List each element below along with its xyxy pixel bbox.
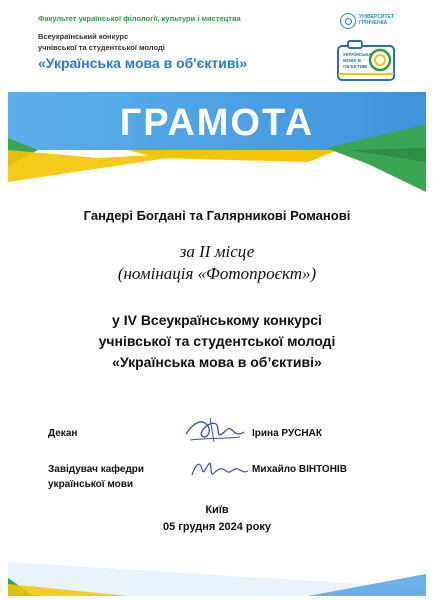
head-signature-icon [188,455,252,483]
event-line-1: у IV Всеукраїнському конкурсі [112,312,322,328]
faculty-name: Факультет української філології, культури і мистецтва [38,14,241,23]
head-of-department-label-2: української мови [48,479,134,490]
certificate-title: ГРАМОТА [119,102,315,144]
bottom-decoration [8,548,426,596]
university-emblem-icon [340,13,356,29]
head-of-department-label-1: Завідувач кафедри [48,464,145,475]
head-of-department-name: Михайло ВІНТОНІВ [252,464,347,475]
award-place: за ІІ місце [179,242,255,261]
contest-line-1: Всеукраїнський конкурс [38,32,129,41]
dean-label: Декан [48,428,78,439]
bottom-decoration-graphic [8,548,426,596]
issue-date: 05 грудня 2024 року [163,521,271,533]
event-line-3: «Українська мова в об’єктиві» [112,354,322,370]
contest-line-2: учнівської та студентської молоді [38,43,165,52]
university-logo [340,12,404,32]
certificate [8,4,426,596]
award-nomination: (номінація «Фотопроєкт») [117,264,317,283]
camera-logo-text: УКРАЇНСЬКА МОВА В ОБ'ЄКТИВІ [343,52,372,69]
city: Київ [205,504,229,516]
recipients: Гандері Богдані та Галярникові Романові [83,208,351,223]
university-logo-text: УНІВЕРСИТЕТ ГРІНЧЕНКА [359,14,394,26]
event-line-2: учнівської та студентської молоді [98,333,336,349]
contest-name: «Українська мова в об'єктиві» [38,55,248,71]
dean-name: Ірина РУСНАК [252,428,322,439]
camera-logo [334,38,404,82]
dean-signature-icon [180,412,250,448]
